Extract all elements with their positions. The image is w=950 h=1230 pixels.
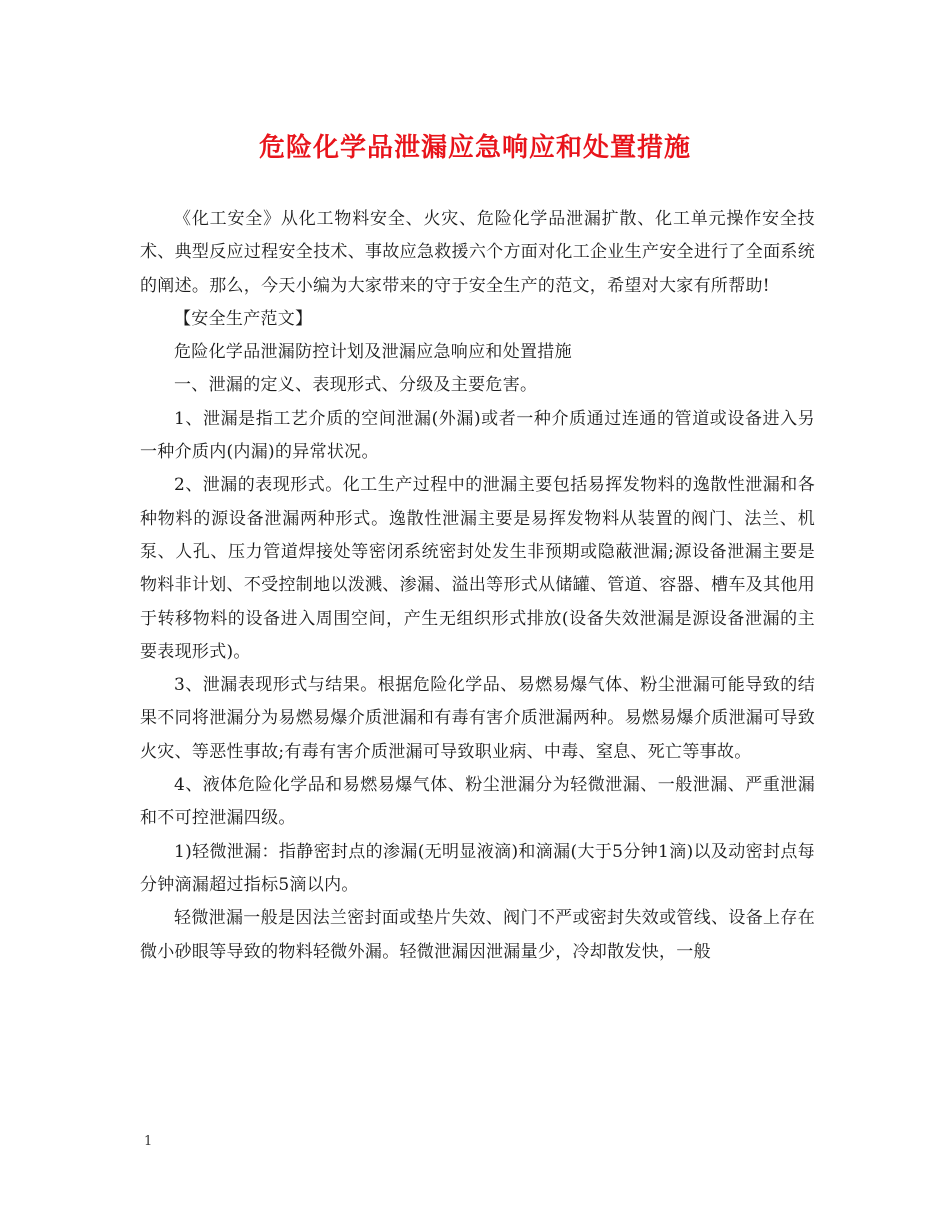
document-title: 危险化学品泄漏应急响应和处置措施: [258, 133, 691, 163]
document-body: [140, 203, 815, 969]
paragraph-intro: 《化工安全》从化工物料安全、火灾、危险化学品泄漏扩散、化工单元操作安全技术、典型反应过程安全技术、事故应急救援六个方面对化工企业生产安全进行了全面系统的阐述。那么，今天小编为大家带来的守于安全生产的范文，希望对大家有所帮助!: [140, 209, 815, 296]
paragraph-item-4-1: 1)轻微泄漏：指静密封点的渗漏(无明显液滴)和滴漏(大于5分钟1滴)以及动密封点每分钟滴漏超过指标5滴以内。: [140, 841, 815, 895]
paragraph-item-3: 3、泄漏表现形式与结果。根据危险化学品、易燃易爆气体、粉尘泄漏可能导致的结果不同将泄漏分为易燃易爆介质泄漏和有毒有害介质泄漏两种。易燃易爆介质泄漏可导致火灾、等恶性事故;有毒有害介质泄漏可导致职业病、中毒、窒息、死亡等事故。: [140, 675, 815, 762]
page-number: 1: [144, 1134, 153, 1149]
paragraph-subtitle: 危险化学品泄漏防控计划及泄漏应急响应和处置措施: [174, 342, 572, 363]
paragraph-minor-leak: 轻微泄漏一般是因法兰密封面或垫片失效、阀门不严或密封失效或管线、设备上存在微小砂眼等导致的物料轻微外漏。轻微泄漏因泄漏量少，冷却散发快，一般: [140, 908, 815, 962]
paragraph-section-label: 【安全生产范文】: [174, 308, 313, 329]
paragraph-item-1: 1、泄漏是指工艺介质的空间泄漏(外漏)或者一种介质通过连通的管道或设备进入另一种介质内(内漏)的异常状况。: [140, 408, 815, 463]
paragraph-heading-1: 一、泄漏的定义、表现形式、分级及主要危害。: [174, 375, 538, 396]
paragraph-item-4: 4、液体危险化学品和易燃易爆气体、粉尘泄漏分为轻微泄漏、一般泄漏、严重泄漏和不可控泄漏四级。: [140, 775, 815, 829]
paragraph-item-2: 2、泄漏的表现形式。化工生产过程中的泄漏主要包括易挥发物料的逸散性泄漏和各种物料的源设备泄漏两种形式。逸散性泄漏主要是易挥发物料从装置的阀门、法兰、机泵、人孔、压力管道焊接处等密闭系统密封处发生非预期或隐蔽泄漏;源设备泄漏主要是物料非计划、不受控制地以泼溅、渗漏、溢出等形式从储罐、管道、容器、槽车及其他用于转移物料的设备进入周围空间，产生无组织形式排放(设备失效泄漏是源设备泄漏的主要表现形式)。: [140, 475, 815, 662]
